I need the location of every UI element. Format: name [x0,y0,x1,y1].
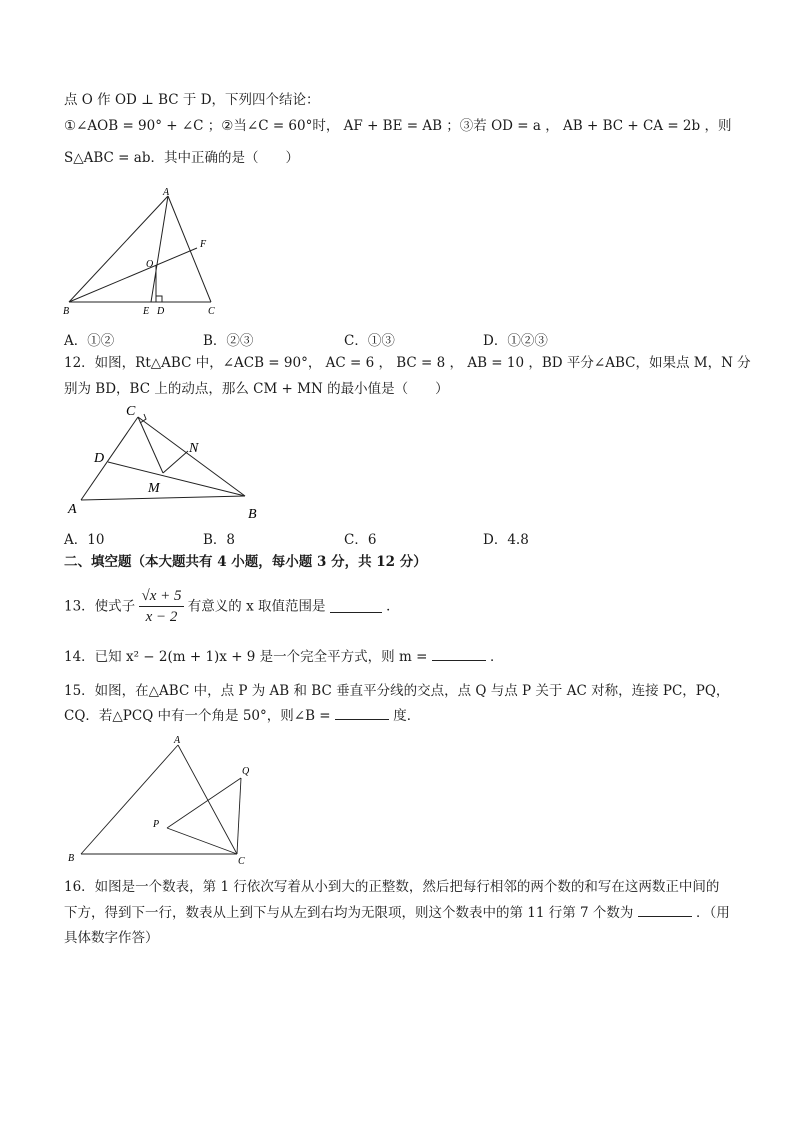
q15-line2a: CQ．若△PCQ 中有一个角是 50°，则∠B = [64,708,331,724]
q12-line1: 12．如图，Rt△ABC 中，∠ACB = 90°， AC = 6 ， BC = 8 ， AB = 10 ，BD 平分∠ABC，如果点 M，N 分 [64,355,751,371]
q12-label-b: B [248,507,257,522]
q15-line2b: 度． [393,708,421,724]
q11-label-o: O [146,259,154,270]
q14-line [64,648,503,666]
q13-line [64,586,400,627]
q13-answer-blank[interactable] [330,600,382,613]
q14-end: ． [489,649,504,665]
q13-prefix: 13．使式子 [64,598,136,615]
q15-label-q: Q [242,766,250,777]
q15-line1: 15．如图，在△ABC 中，点 P 为 AB 和 BC 垂直平分线的交点，点 Q 与点 P 关于 AC 对称，连接 PC，PQ， [64,683,730,699]
q13-denominator: x − 2 [145,609,178,625]
q11-option-c: C．①③ [344,333,395,349]
q12-line2: 别为 BD，BC 上的动点，那么 CM + MN 的最小值是（ ） [64,381,449,397]
q11-option-a: A．①② [64,333,115,349]
q12-label-a: A [68,502,77,517]
q12-label-m: M [148,481,160,496]
q16-line2a: 下方，得到下一行，数表从上到下与从左到右均为无限项，则这个数表中的第 11 行第 7 个数为 [64,905,634,921]
q11-line2: ①∠AOB = 90° + ∠C ；②当∠C = 60°时， AF + BE = AB ；③若 OD = a ， AB + BC + CA = 2b ，则 [64,118,732,134]
q12-option-a: A．10 [64,532,105,548]
q15-line2 [64,707,420,725]
q13-numerator: √x + 5 [139,586,183,607]
q11-label-a: A [163,187,170,198]
q14-prefix: 14．已知 x² − 2(m + 1)x + 9 是一个完全平方式，则 m = [64,649,428,665]
q15-answer-blank[interactable] [335,707,389,720]
q12-label-n: N [189,441,199,456]
q12-option-b: B．8 [203,532,236,548]
q15-label-c: C [238,856,245,867]
q14-answer-blank[interactable] [432,648,486,661]
q15-triangle-figure [60,730,260,870]
q11-option-b: B．②③ [203,333,254,349]
q15-label-a: A [174,735,181,746]
q13-suffix: 有意义的 x 取值范围是 [187,598,326,615]
q16-line1: 16．如图是一个数表，第 1 行依次写着从小到大的正整数，然后把每行相邻的两个数的和写在这两数正中间的 [64,879,720,895]
section2-title: 二、填空题（本大题共有 4 小题，每小题 3 分，共 12 分） [64,554,427,570]
q12-label-c: C [126,404,136,419]
q12-option-d: D．4.8 [483,532,529,548]
q12-triangle-figure [62,400,272,525]
q11-triangle-figure [60,185,230,325]
q11-line1: 点 O 作 OD ⊥ BC 于 D，下列四个结论： [64,92,320,108]
q11-option-d: D．①②③ [483,333,548,349]
q12-option-c: C．6 [344,532,377,548]
q16-answer-blank[interactable] [638,904,692,917]
q11-line3: S△ABC = ab．其中正确的是（ ） [64,150,299,166]
q11-label-d: D [157,306,165,317]
q16-line3: 具体数字作答） [64,930,159,946]
q11-label-b: B [63,306,70,317]
q16-line2 [64,904,730,922]
q13-fraction [139,586,183,627]
q11-label-e: E [143,306,150,317]
q11-label-f: F [200,239,207,250]
q15-label-p: P [153,819,160,830]
q13-end: ． [386,598,400,615]
q11-label-c: C [208,306,215,317]
q16-line2b: ．（用 [696,905,730,921]
q12-label-d: D [94,451,105,466]
q15-label-b: B [68,853,75,864]
